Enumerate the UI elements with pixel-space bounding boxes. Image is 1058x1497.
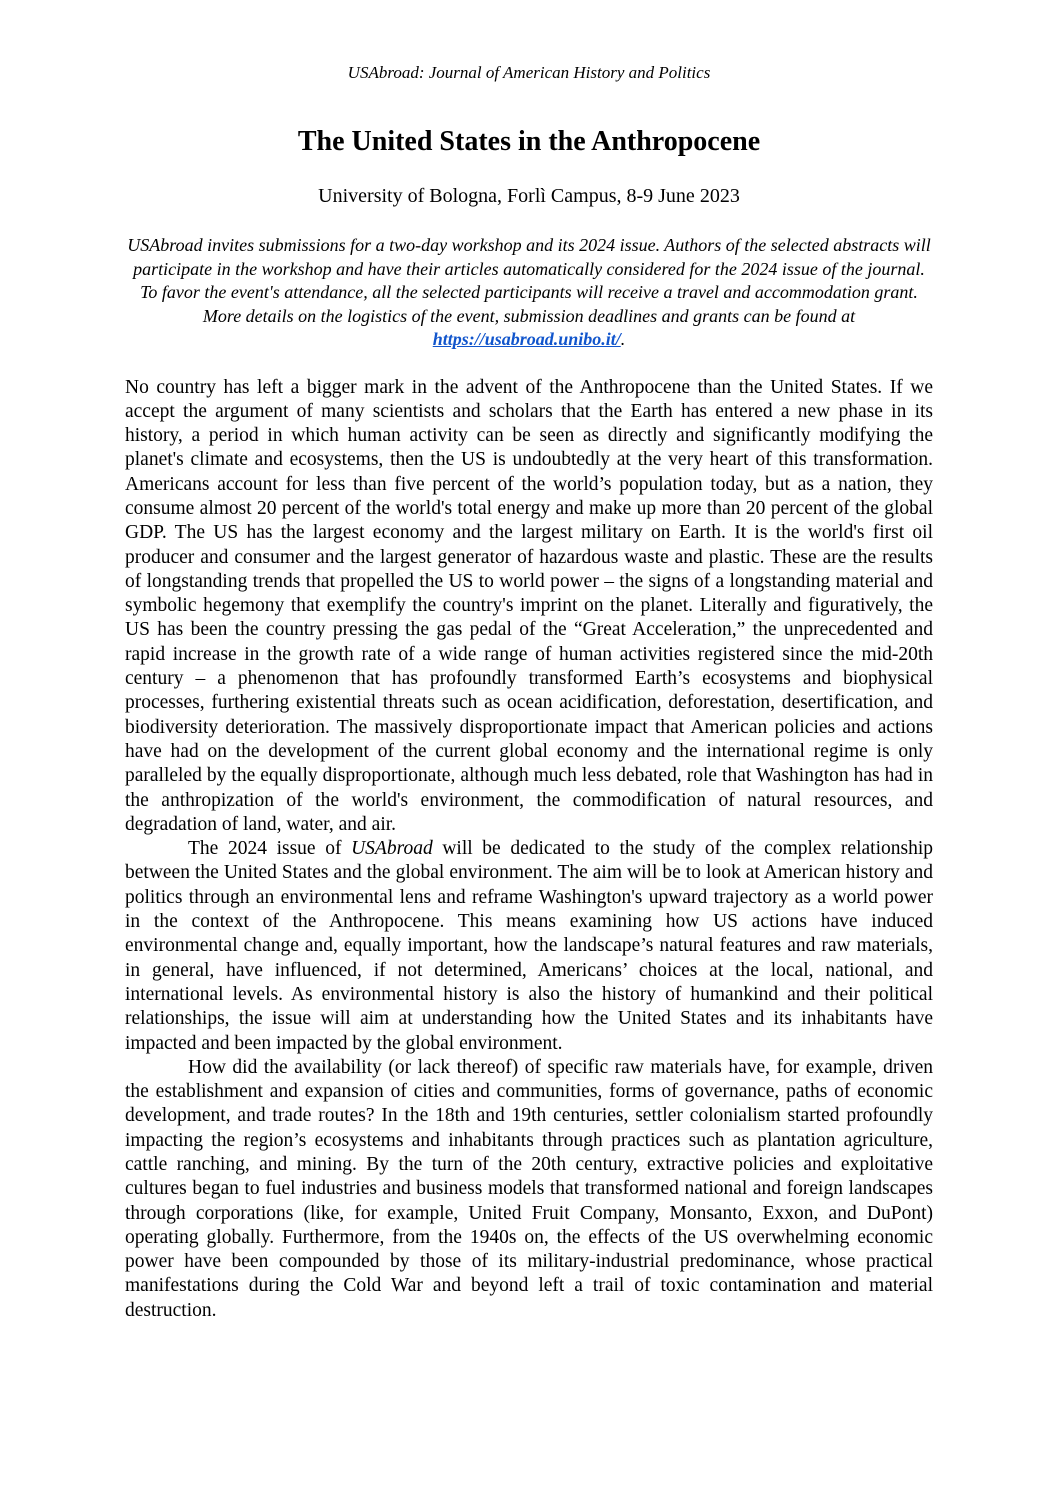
paragraph-3 bbox=[125, 1056, 933, 1323]
paragraph-1-text: No country has left a bigger mark in the advent of the Anthropocene than the United States. If we accept the argument of many scientists and scholars that the Earth has entered a new phase in its history, a period in which human activity can be seen as directly and significantly modifying the planet's climate and ecosystems, then the US is undoubtedly at the very heart of this transformation. Americans account for less than five percent of the world’s population today, but as a nation, they consume almost 20 percent of the world's total energy and make up more than 20 percent of the global GDP. The US has the largest economy and the largest military on Earth. It is the world's first oil producer and consumer and the largest generator of hazardous waste and plastic. These are the results of longstanding trends that propelled the US to world power – the signs of a longstanding material and symbolic hegemony that exemplify the country's imprint on the planet. Literally and figuratively, the US has been the country pressing the gas pedal of the “Great Acceleration,” the unprecedented and rapid increase in the growth rate of a wide range of human activities registered since the mid-20th century – a phenomenon that has profoundly transformed Earth’s ecosystems and biophysical processes, furthering existential threats such as ocean acidification, deforestation, desertification, and biodiversity deterioration. The massively disproportionate impact that American policies and actions have had on the development of the current global economy and the international regime is only paralleled by the equally disproportionate, although much less debated, role that Washington has had in the anthropization of the world's environment, the commodification of natural resources, and degradation of land, water, and air. bbox=[125, 376, 933, 835]
paragraph-2 bbox=[125, 837, 933, 1056]
intro-text: USAbroad invites submissions for a two-day workshop and its 2024 issue. Authors of the selected abstracts will participate in the workshop and have their articles automatically considered for the 2024 issue of the journal. To favor the event's attendance, all the selected participants will receive a travel and accommodation grant. More details on the logistics of the event, submission deadlines and grants can be found at bbox=[127, 235, 931, 326]
usabroad-link[interactable]: https://usabroad.unibo.it/ bbox=[432, 329, 621, 349]
event-subtitle: University of Bologna, Forlì Campus, 8-9 June 2023 bbox=[318, 185, 740, 207]
intro-paragraph bbox=[125, 234, 933, 352]
journal-header: USAbroad: Journal of American History and Politics bbox=[347, 63, 711, 82]
paragraph-2-text-after: will be dedicated to the study of the complex relationship between the United States and the global environment. The aim will be to look at American history and politics through an environmental lens and reframe Washington's upward trajectory as a world power in the context of the Anthropocene. This means examining how US actions have induced environmental change and, equally important, how the landscape’s natural features and raw materials, in general, have influenced, if not determined, Americans’ choices at the local, national, and international levels. As environmental history is also the history of humankind and their political relationships, the issue will aim at understanding how the United States and its inhabitants have impacted and been impacted by the global environment. bbox=[125, 838, 933, 1054]
paragraph-3-text: How did the availability (or lack thereof) of specific raw materials have, for example, driven the establishment and expansion of cities and communities, forms of governance, paths of economic development, and trade routes? In the 18th and 19th centuries, settler colonialism started profoundly impacting the region’s ecosystems and inhabitants through practices such as plantation agriculture, cattle ranching, and mining. By the turn of the 20th century, extractive policies and exploitative cultures began to fuel industries and business models that transformed national and foreign landscapes through corporations (like, for example, United Fruit Company, Monsanto, Exxon, and DuPont) operating globally. Furthermore, from the 1940s on, the effects of the US overwhelming economic power have been compounded by those of its military-industrial predominance, whose practical manifestations during the Cold War and beyond left a trail of toxic contamination and material destruction. bbox=[125, 1056, 933, 1321]
intro-period: . bbox=[620, 329, 626, 349]
page-title: The United States in the Anthropocene bbox=[297, 126, 761, 157]
paragraph-1 bbox=[125, 376, 933, 838]
paragraph-2-journal-name: USAbroad bbox=[351, 838, 433, 860]
paragraph-2-text-before: The 2024 issue of bbox=[188, 838, 352, 860]
